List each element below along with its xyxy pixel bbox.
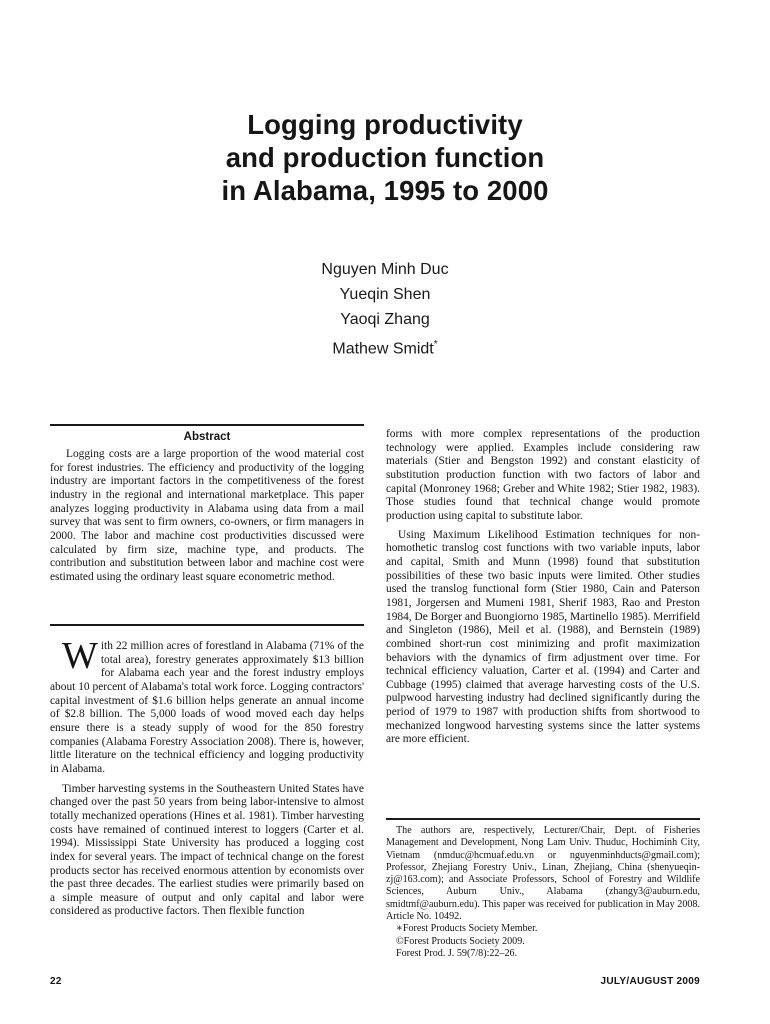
author-name: Mathew Smidt xyxy=(332,340,434,358)
footnote-rule xyxy=(386,818,700,820)
footnote-affiliations: The authors are, respectively, Lecturer/Chair, Dept. of Fisheries Management and Development, Nong Lam Univ. Thuduc, Hochiminh City, Vietnam (nmduc@hcmuaf.edu.vn or nguyenminhducts@gmail.com); Professor, Zhejiang Forestry Univ., Linan, Zhejiang, China (shenyueqin-zj@163.com); and Associate Professors, School of Forestry and Wildlife Sciences, Auburn Univ., Alabama (zhangy3@auburn.edu, smidtmf@auburn.edu). This paper was received for publication in May 2008. Article No. 10492. xyxy=(386,825,700,923)
introduction xyxy=(50,635,364,919)
abstract-body xyxy=(50,448,364,585)
intro-paragraph-2: Timber harvesting systems in the Southeastern United States have changed over the past 50 years from being labor-intensive to almost totally mechanized operations (Hines et al. 1981). Timber harvesting costs have remained of continued interest to loggers (Carter et al. 1994). Mississippi State University has produced a logging cost index for several years. The impact of technical change on the forest products sector has received enormous attention by economists over the past three decades. The earliest studies were primarily based on a simple measure of output and only capital and labor were considered as productive factors. Then flexible function xyxy=(50,782,364,918)
abstract-heading: Abstract xyxy=(183,431,231,443)
intro-paragraph-1-text: ith 22 million acres of forestland in Alabama (71% of the total area), forestry generates approximately $13 billion for Alabama each year and the forest industry employs about 10 percent of Alabama's total work force. Logging contractors' capital investment of $1.6 billion helps generate an annual income of $2.8 billion. The 5,000 loads of wood moved each day helps ensure there is a steady supply of wood for the 850 forestry companies (Alabama Forestry Association 2008). There is, however, little literature on the technical efficiency and logging productivity in Alabama. xyxy=(50,640,364,775)
abstract-bottom-rule xyxy=(50,624,364,626)
issue-date: JULY/AUGUST 2009 xyxy=(600,976,700,987)
author-name: Yueqin Shen xyxy=(339,286,431,303)
title-line-1: Logging productivity xyxy=(247,109,523,140)
intro-paragraph-1 xyxy=(50,635,364,777)
abstract-text: Logging costs are a large proportion of the wood material cost for forest industries. The efficiency and productivity of the logging industry are important factors in the competitiveness of the forest industry in the regional and international marketplace. This paper analyzes logging productivity in Alabama using data from a mail survey that was sent to firm owners, co-owners, or firm managers in 2000. The labor and machine cost productivities discussed were calculated by firm size, machine type, and products. The contribution and substitution between labor and machine cost were estimated using the ordinary least square econometric method. xyxy=(50,448,364,583)
member-mark: * xyxy=(433,339,438,350)
author-name-with-mark xyxy=(0,332,770,361)
footnote-member: ∗Forest Products Society Member. xyxy=(396,923,538,935)
author-name: Yaoqi Zhang xyxy=(340,311,430,328)
title-line-3: in Alabama, 1995 to 2000 xyxy=(221,175,549,206)
page-number: 22 xyxy=(50,976,62,987)
footnote xyxy=(386,825,700,960)
right-column-body xyxy=(386,428,700,747)
drop-cap: W xyxy=(62,635,98,677)
footnote-copyright: ©Forest Products Society 2009. xyxy=(396,935,525,947)
article-title xyxy=(0,108,770,207)
right-paragraph-2: Using Maximum Likelihood Estimation techniques for non-homothetic translog cost functions with two variable inputs, labor and capital, Smith and Munn (1998) found that substitution possibilities of these two basic inputs were limited. Other studies used the translog functional form (Stier 1980, Cain and Paterson 1981, Jorgersen and Mumeni 1981, Sherif 1983, Rao and Preston 1984, De Borger and Buongiorno 1985, Martinello 1985). Merrifield and Singleton (1986), Meil et al. (1988), and Bernstein (1989) combined short-run cost minimizing and profit maximization behaviors with the dynamics of firm adjustment over time. For technical efficiency valuation, Carter et al. (1994) and Carter and Cubbage (1995) claimed that average harvesting costs of the U.S. pulpwood harvesting industry had declined significantly during the period of 1979 to 1987 with production shifts from shortwood to mechanized longwood harvesting systems since the latter systems are more efficient. xyxy=(386,528,700,746)
abstract-top-rule xyxy=(50,424,364,426)
title-line-2: and production function xyxy=(225,142,545,173)
author-list xyxy=(0,257,770,361)
right-paragraph-1: forms with more complex representations of the production technology were applied. Examples include considering raw materials (Stier and Bengston 1992) and constant elasticity of substitution production function with two factors of labor and capital (Monroney 1968; Greber and White 1982; Stier 1982, 1983). Those studies found that technical change would promote production using capital to substitute labor. xyxy=(386,428,700,522)
author-name: Nguyen Minh Duc xyxy=(321,261,449,278)
footnote-citation: Forest Prod. J. 59(7/8):22–26. xyxy=(396,947,518,959)
